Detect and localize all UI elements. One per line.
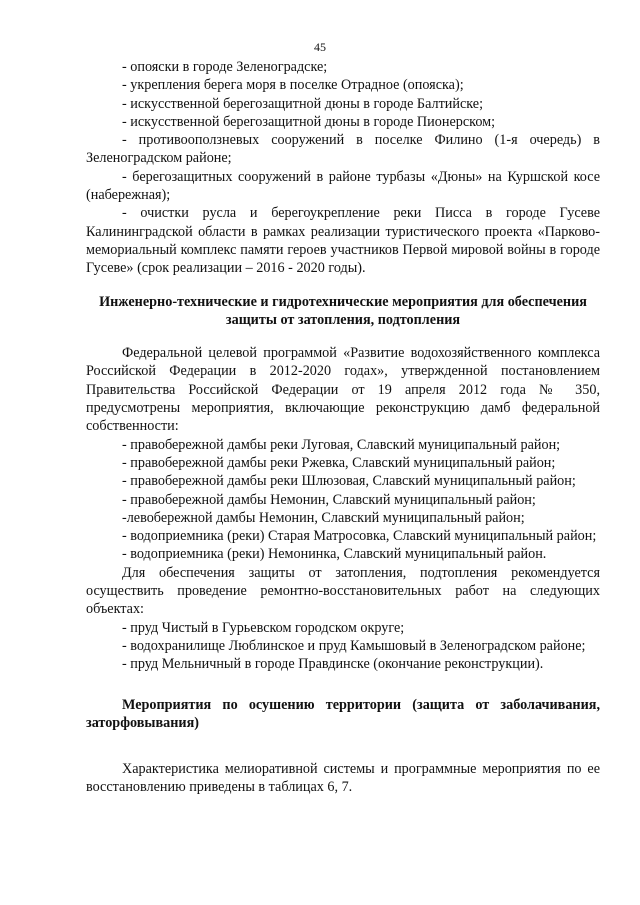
list-item: - противооползневых сооружений в поселке Филино (1-я очередь) в Зеленоградском районе; <box>86 132 600 167</box>
paragraph: Характеристика мелиоративной системы и программные мероприятия по ее восстановлению приведены в таблицах 6, 7. <box>86 761 600 796</box>
page-number: 45 <box>314 40 326 54</box>
list-item: - водоприемника (реки) Старая Матросовка, Славский муниципальный район; <box>122 528 597 545</box>
list-item: - пруд Чистый в Гурьевском городском округе; <box>122 619 405 636</box>
paragraph: Для обеспечения защиты от затопления, подтопления рекомендуется осуществить проведение ремонтно-восстановительных работ на следующих объектах: <box>86 564 600 618</box>
list-item: -левобережной дамбы Немонин, Славский муниципальный район; <box>122 509 525 526</box>
section-heading: Мероприятия по осушению территории (защита от заболачивания, заторфовывания) <box>86 696 600 731</box>
list-item: - правобережной дамбы реки Ржевка, Славский муниципальный район; <box>122 454 556 471</box>
list-item: - опояски в городе Зеленоградске; <box>122 59 328 75</box>
list-item: - водоприемника (реки) Немонинка, Славский муниципальный район. <box>122 546 547 563</box>
page-content <box>86 58 600 797</box>
list-item: - укрепления берега моря в поселке Отрадное (опояска); <box>122 77 464 94</box>
list-item: - правобережной дамбы реки Луговая, Славский муниципальный район; <box>122 436 561 453</box>
list-item: - искусственной берегозащитной дюны в городе Пионерском; <box>122 113 496 130</box>
section-heading: Инженерно-технические и гидротехнические мероприятия для обеспечения защиты от затопления, подтопления <box>99 293 587 328</box>
list-item: - пруд Мельничный в городе Правдинске (окончание реконструкции). <box>122 656 544 673</box>
list-item: - искусственной берегозащитной дюны в городе Балтийске; <box>122 95 484 112</box>
list-item: - очистки русла и берегоукрепление реки Писса в городе Гусеве Калининградской области в рамках реализации туристического проекта «Парково-мемориальный комплекс памяти героев участников Первой мировой войны в городе Гусеве» (срок реализации – 2016 - 2020 годы). <box>86 205 600 277</box>
list-item: - правобережной дамбы Немонин, Славский муниципальный район; <box>122 491 536 508</box>
paragraph: Федеральной целевой программой «Развитие водохозяйственного комплекса Российской Федерации в 2012-2020 годах», утвержденной постановлением Правительства Российской Федерации от 19 апреля 2012 года № 350, предусмотрены мероприятия, включающие реконструкцию дамб федеральной собственности: <box>86 345 600 435</box>
list-item: - берегозащитных сооружений в районе турбазы «Дюны» на Куршской косе (набережная); <box>86 168 600 204</box>
list-item: - правобережной дамбы реки Шлюзовая, Славский муниципальный район; <box>122 473 576 490</box>
list-item: - водохранилище Люблинское и пруд Камышовый в Зеленоградском районе; <box>122 637 586 654</box>
